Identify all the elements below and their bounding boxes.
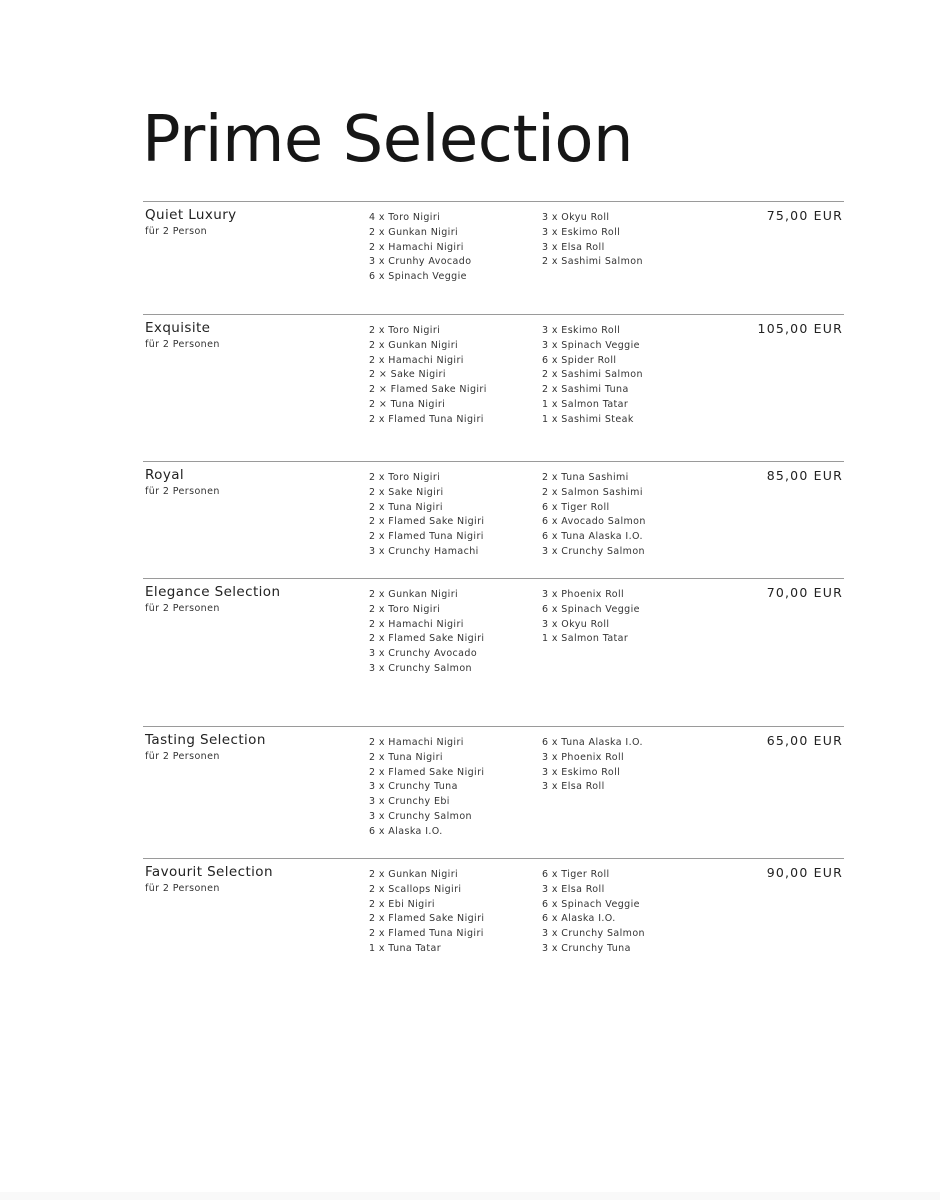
menu-item: 2 x Gunkan Nigiri: [369, 339, 459, 351]
menu-item: 2 x Flamed Tuna Nigiri: [369, 928, 484, 940]
item-list-right: [542, 868, 645, 957]
menu-item: 2 x Flamed Tuna Nigiri: [369, 531, 484, 543]
section-subtitle: für 2 Personen: [145, 603, 220, 614]
menu-item: 3 x Eskimo Roll: [542, 325, 621, 336]
section-price: 75,00 EUR: [766, 208, 843, 223]
menu-item: 3 x Crunchy Salmon: [542, 545, 645, 557]
section-subtitle: für 2 Personen: [145, 486, 220, 497]
menu-item: 2 × Sake Nigiri: [369, 369, 446, 381]
item-list-right: [542, 324, 643, 428]
menu-item: 1 x Salmon Tatar: [542, 398, 629, 410]
menu-item: 3 x Crunchy Salmon: [369, 810, 472, 822]
menu-item: 2 x Gunkan Nigiri: [369, 869, 459, 880]
section-price: 105,00 EUR: [757, 321, 843, 336]
page-title: Prime Selection: [142, 103, 634, 177]
item-list-left: [369, 868, 484, 957]
menu-item: 2 × Flamed Sake Nigiri: [369, 384, 487, 396]
menu-item: 3 x Crunchy Ebi: [369, 796, 450, 808]
menu-item: 2 × Tuna Nigiri: [369, 398, 446, 410]
menu-item: 2 x Salmon Sashimi: [542, 486, 643, 498]
section-name: Elegance Selection: [145, 584, 281, 600]
item-list-right: [542, 736, 643, 795]
menu-item: 6 x Spinach Veggie: [542, 898, 640, 910]
menu-item: 1 x Salmon Tatar: [542, 633, 629, 645]
menu-item: 2 x Gunkan Nigiri: [369, 226, 459, 238]
section-subtitle: für 2 Personen: [145, 339, 220, 350]
menu-section: [143, 578, 844, 727]
section-price: 85,00 EUR: [766, 468, 843, 483]
menu-item: 2 x Flamed Sake Nigiri: [369, 633, 485, 645]
menu-item: 3 x Crunchy Avocado: [369, 648, 478, 660]
menu-item: 6 x Tuna Alaska I.O.: [542, 531, 643, 543]
menu-item: 3 x Crunchy Hamachi: [369, 545, 479, 557]
item-list-right: [542, 588, 640, 647]
section-name: Quiet Luxury: [145, 207, 237, 223]
menu-item: 2 x Toro Nigiri: [369, 325, 441, 336]
menu-section: [143, 726, 844, 859]
menu-item: 3 x Elsa Roll: [542, 241, 605, 253]
item-list-left: [369, 471, 484, 560]
menu-item: 4 x Toro Nigiri: [369, 212, 441, 223]
section-subtitle: für 2 Personen: [145, 883, 220, 894]
menu-item: 2 x Hamachi Nigiri: [369, 618, 464, 630]
item-list-right: [542, 211, 643, 270]
menu-item: 2 x Flamed Sake Nigiri: [369, 516, 485, 528]
menu-item: 6 x Spinach Veggie: [542, 603, 640, 615]
menu-item: 2 x Sashimi Tuna: [542, 384, 629, 396]
section-name: Exquisite: [145, 320, 211, 336]
menu-item: 6 x Tuna Alaska I.O.: [542, 737, 643, 748]
menu-item: 3 x Phoenix Roll: [542, 751, 625, 763]
menu-item: 6 x Tiger Roll: [542, 501, 610, 513]
menu-item: 6 x Alaska I.O.: [542, 913, 616, 925]
section-price: 70,00 EUR: [766, 585, 843, 600]
menu-item: 6 x Tiger Roll: [542, 869, 610, 880]
menu-item: 2 x Tuna Nigiri: [369, 501, 443, 513]
menu-item: 3 x Phoenix Roll: [542, 589, 625, 600]
menu-item: 2 x Scallops Nigiri: [369, 883, 462, 895]
menu-item: 2 x Flamed Sake Nigiri: [369, 913, 485, 925]
menu-item: 2 x Flamed Tuna Nigiri: [369, 413, 484, 425]
page-bottom-edge: [0, 1192, 940, 1200]
menu-item: 2 x Ebi Nigiri: [369, 898, 435, 910]
menu-item: 2 x Toro Nigiri: [369, 603, 441, 615]
menu-item: 3 x Crunchy Tuna: [542, 942, 631, 954]
menu-item: 6 x Alaska I.O.: [369, 825, 443, 837]
menu-item: 3 x Eskimo Roll: [542, 766, 621, 778]
menu-item: 1 x Tuna Tatar: [369, 942, 442, 954]
section-subtitle: für 2 Personen: [145, 751, 220, 762]
menu-item: 2 x Toro Nigiri: [369, 472, 441, 483]
menu-item: 3 x Crunhy Avocado: [369, 256, 472, 268]
section-price: 65,00 EUR: [766, 733, 843, 748]
menu-section: [143, 461, 844, 579]
item-list-right: [542, 471, 646, 560]
menu-item: 2 x Flamed Sake Nigiri: [369, 766, 485, 778]
section-subtitle: für 2 Person: [145, 226, 208, 237]
menu-item: 2 x Sake Nigiri: [369, 486, 444, 498]
section-name: Favourit Selection: [145, 864, 273, 880]
section-price: 90,00 EUR: [766, 865, 843, 880]
menu-item: 2 x Hamachi Nigiri: [369, 737, 464, 748]
menu-item: 3 x Spinach Veggie: [542, 339, 640, 351]
menu-item: 2 x Hamachi Nigiri: [369, 354, 464, 366]
menu-item: 2 x Gunkan Nigiri: [369, 589, 459, 600]
item-list-left: [369, 211, 471, 285]
menu-item: 3 x Crunchy Salmon: [369, 662, 472, 674]
menu-item: 1 x Sashimi Steak: [542, 413, 634, 425]
menu-section: [143, 314, 844, 462]
menu-item: 3 x Crunchy Tuna: [369, 781, 458, 793]
section-name: Royal: [145, 467, 185, 483]
menu-item: 2 x Tuna Sashimi: [542, 472, 629, 483]
item-list-left: [369, 588, 484, 677]
item-list-left: [369, 736, 484, 840]
menu-section: [143, 858, 844, 989]
menu-item: 3 x Okyu Roll: [542, 212, 610, 223]
menu-item: 2 x Sashimi Salmon: [542, 369, 643, 381]
menu-section: [143, 201, 844, 315]
menu-item: 6 x Avocado Salmon: [542, 516, 646, 528]
item-list-left: [369, 324, 487, 428]
menu-item: 3 x Crunchy Salmon: [542, 928, 645, 940]
menu-item: 2 x Tuna Nigiri: [369, 751, 443, 763]
menu-item: 3 x Okyu Roll: [542, 618, 610, 630]
menu-item: 2 x Sashimi Salmon: [542, 256, 643, 268]
menu-item: 3 x Elsa Roll: [542, 781, 605, 793]
section-name: Tasting Selection: [145, 732, 266, 748]
menu-item: 3 x Elsa Roll: [542, 883, 605, 895]
menu-item: 2 x Hamachi Nigiri: [369, 241, 464, 253]
menu-item: 3 x Eskimo Roll: [542, 226, 621, 238]
menu-item: 6 x Spinach Veggie: [369, 271, 467, 283]
menu-item: 6 x Spider Roll: [542, 354, 617, 366]
